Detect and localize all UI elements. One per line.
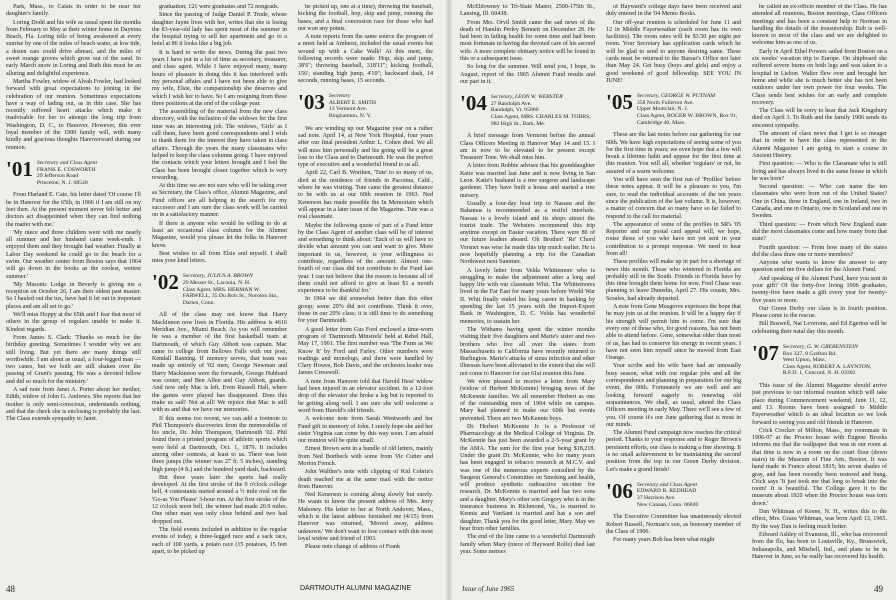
paragraph: A note reports from the same source the program of a meet held at Amherst, included the usual events but wound up with a Cake Walk! At this meet, the following records were made: Hop, skip and jump, 38'6"; throwing baseball, 318'11"; kicking football, 156'; standing high jump, 4'10"; backward dash, 14 seconds, running bases, 15 seconds. xyxy=(298,34,433,84)
paragraph: A brief message from Vermont before the annual Class Officers Meeting in Hanover May 14 and 15. I am in now to be elevated to be present except Treasurer Tone. We shall miss him. xyxy=(460,133,595,162)
officer-address: Princeton, N. J. 08540 xyxy=(36,179,88,186)
paragraph: A note from Hanover told that Harold Hess' widow had been injured in an elevator accident. In a 12-foot drop of the elevator she broke a leg but is reported to be getting along well. I am sure she will welcome a word from Harold's old friends. xyxy=(298,378,433,414)
class-year: '01 xyxy=(6,156,33,181)
column-6 xyxy=(752,4,887,578)
paragraph: Ernest Brown sent in a bundle of old letters, mainly from Ned Bortbeck with some from Vic Cutter and Morton French. xyxy=(298,446,433,467)
magazine-title: DARTMOUTH ALUMNI MAGAZINE xyxy=(300,585,412,592)
class-officer-info xyxy=(183,272,287,306)
class-officer-info xyxy=(329,92,376,119)
paragraph: At this time we are not sure who will be taking over as Secretary, the Class's office, Alumni Magazine, and Fund offices are all helping in the search for my successor and I am sure the class work will be carried on in a satisfactory manner. xyxy=(152,183,287,219)
class-officer-info xyxy=(491,93,595,127)
paragraph: The Alumni Fund campaign now reaches the critical period. Thanks to your response and to Roger Brown's persistent efforts, our class is making a fine showing. It is no small achievement to be maintaining the second position from the top in our Green Derby division. Let's make a grand finish! xyxy=(606,430,741,473)
paragraph: Ned Kenerson is coming along slowly but surely. He wants to know the present address of Mrs. Jerry Mahoney. His letter to her at North Andover, Mass., which is the latest address furnished me (4/15) from Hanover was returned, 'Moved away, address unknown.' We don't want to lose contact with this most loyal widow and friend of 1903. xyxy=(298,492,433,542)
officer-address: 37 Harrison Ave. xyxy=(636,495,676,502)
paragraph: We are winding up our Magazine year on a rather sad note. April 14, at New York Hospital, four years after our final president Arthur L. Cohen died. We all will miss him personally and his going will be a great loss to the Class and to Dartmouth. He was the perfect type of executive and a wonderful friend to us all. xyxy=(298,125,433,169)
paragraph: Our off-year reunion is scheduled for June 11 and 12 in Middle Fayerweather (each room has its own facilities). The room rates will be $3.50 per night per room. Your Secretary has application cards which he will be glad to send to anyone desiring same. These cards must be returned to the Bursar's Office not later than May 24. Get busy (boys and girls) and enjoy a good weekend of good fellowship. SEE YOU IN JUNE! xyxy=(606,19,741,84)
footer-magazine-name xyxy=(300,585,450,593)
class-header-1904 xyxy=(460,93,595,127)
paragraph: The appearance of some of the profiles in SR's '05 Reporter and our postal card appeal will, we hope, rouse those of you who have not yet sent in your contribution to a prompt response. We need to hear from all! xyxy=(606,221,741,257)
paragraph: The field events included in addition to the regular events of today, a three-legged race and a sack race, each of 100 yards, a potato race (15 potatoes, 15 feet apart, to be picked up xyxy=(152,526,287,555)
column-3 xyxy=(298,4,433,578)
officer-address: Randolph, Vt. 05060 xyxy=(490,107,539,114)
paragraph: Usually a four-day boat trip to Nassau and the Bahamas is recommended as a restful interlude. Nassau is a lovely island and its shops attract the tourist trade. The Websters recommend this trip anytime except on Easter vacation. There were 80 of our future leaders aboard. Oh Brother! 'Re' Chord Vorsnet was wise he made this trip much earlier. He is now hopefully planning a trip for the Canadian Northwest next Summer. xyxy=(460,200,595,266)
paragraph: A note from Gene Musgrove expresses the hope that he may join us at the reunion. It will be a happy day if his strength will permit him to come. I'm sure that every one of those who, for good reasons, has not been able to attend before. Gene, somewhat older than most of us, has had to conserve his energy in recent years. I have not seen him myself since he moved from East Orange. xyxy=(606,304,741,362)
paragraph: But three years later the sports had really developed. At the first stroke of the 9 o'clock college bell, 4 contestants started around a ½ mile oval on the 'Go-as You Please' 3-hour run. At the first stroke of the 12 o'clock noon bell, the winner had made 20.9 miles. One other man was only close behind and two had dropped out. xyxy=(152,474,287,525)
officer-role: Secretary and Class Agent xyxy=(636,481,698,488)
paragraph: 'My niece and three children were with me nearly all summer and her husband came week-ends. I enjoyed them and they brought bad weather. Finally at Labor Day weekend he could go to the beach for a swim. Our weather center from Boston says that 1964 will go down in the books as the coolest, wettest summer.' xyxy=(6,229,141,280)
paragraph: Maybe the following quote of part of a Fund letter by the Class Agent of another class will be of interest and something to think about: 'Each of us will have to decide what amount you can and want to give. More important to us, however, is your willingness to contribute, regardless of the amount. Almost one-fourth of our class did not contribute to the Fund last year. I can not believe that the reason is because all of them could not afford to give at least $1 a month experience to be thankful for.' xyxy=(298,222,433,295)
officer-name: FRANK E. COSWORTH xyxy=(36,166,96,173)
paragraph: A letter from Robbie advises that his granddaughter Katie was married last June and is now living in San Leon. Katie's husband is a tree surgeon and landscape gardener. They have built a house and started a tree nursery. xyxy=(460,163,595,199)
officer-address: Class Agent, MRS. CHARLES M. TOBBS, 982 High St., Bath, Me. xyxy=(490,114,591,127)
class-header-1901 xyxy=(6,156,141,186)
paragraph: The amount of class news that I get is so meager that in order to have the class represented in the Alumni Magazine I am going to start a course in Ancient History. xyxy=(752,131,887,159)
paragraph: These profiles will make up in part for a shortage of news this month. Those who wintered in Florida are probably still in the South. Friends in Florida have by this time brought them home for now. Fred Chase was planning to leave Dunedin, April 27. His cousin, Mrs. Sceales, had already departed. xyxy=(606,259,741,302)
paragraph: Third question: — From which New England state did the most classmates come and how many from that state? xyxy=(752,221,887,243)
paragraph: Bill Boswell, Nat Leverone, and Ed Egerton will be celebrating their natal day this month. xyxy=(752,321,887,335)
footer-issue xyxy=(462,585,612,593)
officer-address: Class Agent, MRS. HERMAN W. FARWELL, 35 Du Bois St., Noroton Sta., Darien, Conn. xyxy=(182,286,279,306)
officer-address: New Canaan, Conn. 06840 xyxy=(636,501,699,508)
paragraph: Martha Fowler, widow of Alvah Fowler, had looked forward with great expectations to joining in the celebration of our reunion. Sometimes expectations have a way of fading out, as in this case. She has recently suffered heart attacks which make it inadvisable for her to attempt the long trip from Washington, D. C., to Hanover. However, this ever loyal member of the 1900 family will, with many kindly and gracious thoughts Hanoverward during our reunion. xyxy=(6,78,141,151)
paragraph: April 22, Carl B. Worthen, 'Tute' to so many of us, died at the residence of friends in Pacoima, Calif., where he was visiting. Tute came the greatest distance to be with us at our 60th reunion in 1963. Ned Kenerson has made possible the In Memoriam which will appear in a later issue of the Magazine. Tute was a real classmate. xyxy=(298,170,433,221)
paragraph: The assembling of the material from the new class directory, with the inclusion of the widows for the first time was an interesting job. The widows, 'Girls' as I call them, have been good correspondents and I wish to thank them for the interest they have taken in class affairs. Through the years the many classmates who helped to keep the class columns going. I have enjoyed the contacts which your letters brought and I feel the Class has been brought closer together which is very rewarding. xyxy=(152,109,287,181)
paragraph: From Harland E. Cate, his letter dated 'Of course I'll be in Hanover for the 65th, in 1966 if I am still on my feet then. At the present moment never felt better and doctors act disappointed when they can find nothing the matter with me.' xyxy=(6,192,141,228)
class-officer-info xyxy=(783,343,887,377)
paragraph: We were pleased to receive a letter from Mary (widow of Herbert McKennie) bringing news of the McKennie families. We all remember Herbert as one of the outstanding men of 1904 while on campus. Mary had planned to make our 60th but events prevented. There are two McKennie boys. xyxy=(460,379,595,422)
page-gutter xyxy=(446,0,452,600)
footer-page-number-right xyxy=(874,585,883,595)
paragraph: Crick Crocker of Milton, Mass., my roommate in 1906-07 at the Proctor house with Eugene Brooks informs me that the wallpaper that was in our room at that time is now in a room on the court floor (down stairs) in the Museum of Fine Arts, Boston. It was hand made in France about 1815; his seven shades of gray, and has been recently been restored and hung. Crick says 'It just took me that long to break into the room! It is beautiful. The College gave it to the museum about 1920 when the Proctor house was torn down.' xyxy=(752,427,887,507)
paragraph: The Withams having spent the winter months visiting their five daughters and Marie's sister and two brothers who live all over the states from Massachusetts to California have recently returned to Burlington. Marie's attacks of sinus infection and other illnesses have been alleviated to the extent that she will not come to Hanover for our 61st reunion this June. xyxy=(460,326,595,377)
paragraph: Edward Ashley of Evanston, Ill., who has recovered from the flu, has been to Louisville, Ky., Brunswick, Indianapolis, and Mitchell, Ind., and plans to be in Hanover in June, so he really has recovered his health. xyxy=(752,531,887,560)
class-year: '03 xyxy=(298,90,325,115)
officer-address: Class Agent, ROGER W. BROWN, Box 91, Cambridge 40, Mass. xyxy=(636,113,738,126)
paragraph: A lovely letter from Velda Whittemore who is struggling to make the adjustment after a long and happy life with our classmate Whit. The Whittemores lived in the Far East for many years before World War II. Whit finally ended his long career in banking by spending the last 15 years with the Import-Export Bank in Washington, D. C. Velda has wonderful memories, to sustain her. xyxy=(460,267,595,325)
paragraph: McEldowney to Tri-State Manor, 2500-175th St., Lansing, Ill. 60438. xyxy=(460,4,595,18)
paragraph: The Executive Committee has unanimously elected Robert Russell, Norman's son, as honorary member of the Class of 1906. xyxy=(606,514,741,535)
paragraph: Early in April Ethel Powers sailed from Boston on a six weeks' vacation trip to Europe. On shipboard she suffered severe burns on both legs and was taken to a hospital in Lisbon. Walter flew over and brought her home and while she is much better she has not been outdoors under her own power for four weeks. The Class sends best wishes for an early and complete recovery. xyxy=(752,48,887,106)
class-officer-info xyxy=(637,92,741,126)
officer-address: 27 Randolph Ave. xyxy=(490,100,532,107)
officer-address: 29 Jefferson Road xyxy=(36,173,79,180)
officer-address: 29 Messer St., Laconia, N. H. xyxy=(182,279,251,286)
paragraph: Dan Whitman of Keene, N. H., writes this to the effect, Mrs. Grace Whitman, was born April 13, 1965. By the way Dan is feeling much better. xyxy=(752,509,887,530)
paragraph: Park, Mass., to Calais in order to be near her daughter's family. xyxy=(6,4,141,18)
class-header-1902 xyxy=(152,272,287,306)
paragraph: If this seems too recent, we can add a footnote to Phil Thompson's discoveries from the memorabilia of his uncle, Dr. John Thompson, Dartmouth '02. Phil found there a printed program of athletic sports which were held at Dartmouth, Oct. 1, 1879. It includes among other contests, at least to us. There was best three jumps (the winner was 27 ft. 5 inches), standing high jump (4 ft.) and the hundred yard dash, backward. xyxy=(152,415,287,473)
paragraph: The Class will be sorry to hear that Jack Kingsbury died on April 3. To Ruth and the family 1906 sends its sincerest sympathy. xyxy=(752,108,887,129)
column-1 xyxy=(6,4,141,578)
paragraph: Your scribe and his wife have had an unusually busy season, what with our regular jobs and all the correspondence and planning in preparation for our big event, the 60th. Fortunately we are well and are looking forward eagerly to renewing old acquaintances. We shall, as usual, attend the Class Officers meeting in early May. There we'll see a few of you. Of course it's our June gathering that is most in our minds. xyxy=(606,363,741,428)
paragraph: be picked up, one at a time), throwing the baseball, kicking the football, hop, skip and jump, running the bases, and a final concession race for those who had not won any points. xyxy=(298,4,433,32)
officer-role: Secretary, GEORGE W. PUTNAM xyxy=(636,93,715,100)
class-header-1907 xyxy=(752,343,887,377)
footer-page-number-left xyxy=(6,585,15,595)
officer-role: Secretary and Class Agent xyxy=(36,159,98,166)
paragraph: From James S. Clark: 'Thanks so much for the birthday greeting. Sometimes I wonder why we are still living. But yet there are many things still worthwhile. I am about as usual, a four-legged man — two canes, but we both are still shaken over the passing of Grant's passing. He was a devoted fellow and did so much for the ministry.' xyxy=(6,334,141,385)
paragraph: Fourth question: — From how many of the states did the class draw one or more members? xyxy=(752,244,887,258)
page-number: 49 xyxy=(874,584,883,594)
paragraph: It is hard to write the news. During the past two years I have put in a lot of time as secretary, treasurer, and class agent. While I have enjoyed many, many hours of pleasure in doing this it has interfered with my personal affairs and I have not been able to give my wife, Elsie, the companionship she deserves and which I wish her to have. So I am resigning from these three positions at the end of the college year. xyxy=(152,49,287,107)
paragraph: The end of the line came to a wonderful Dartmouth family when Mary (niece of Hayward Rolfe) died last year. Some memes xyxy=(460,534,595,555)
paragraph: In 1964 we did somewhat better than this other group; some 20% did not contribute. Think it over, those in our 20% class; it is still time to do something for your Dartmouth. xyxy=(298,296,433,325)
officer-name: EDWARD B. REDHEAD xyxy=(636,488,697,495)
officer-name: ALBERT E. SMITH xyxy=(328,99,376,106)
officer-address: Upper Montclair, N. J. xyxy=(636,106,689,113)
paragraph: Since the passing of Judge Daniel P. Trude, whose daughter Jayne lives with her, writes that she is losing the 83-year-old lady has spent most of the summer in the hospital trying to sell her apartment and go to a hotel at 86 it looks like a big job. xyxy=(152,12,287,48)
column-4 xyxy=(460,4,595,578)
officer-role: Secretary, JULIUS A. BROWN xyxy=(182,273,253,280)
paragraph: John Walther's note with clipping of Kid Cobrin's death reached me at the same mail with the notice from Hanover. xyxy=(298,469,433,490)
class-year: '04 xyxy=(460,91,487,116)
paragraph: Second question: — Who can name the ten classmates who were born out of the United States? One in China, three in England, one in Ireland, two in Canada, and one in Ontario, one in Scotland and one in Sweden. xyxy=(752,184,887,220)
paragraph: We'll miss Hoppy at the 65th and I fear that most of others in the group of regulars unable to make it. Kindest regards. xyxy=(6,312,141,333)
paragraph: All of the class may not know that Harry Mackinnon now lives in Florida. His address is 4616 Meridian Ave., Miami Beach. As you will remember he was a member of the first basketball team at Dartmouth, of which Guy Abbott was captain. Mac came to college from Bellows Falls with our poet, Kendall Banning. If memory serves, that team was made up entirely of '02 men, George Newman and Harry Mackinnon were the forwards, George Hubbard was center, and Ben Allen and Guy Abbott, guards. And now only Mac is left. Even Russell Hall, where the games were played has disappeared. Does this make us sad? Not at all! We rejoice that Mac is still with us and that we have our memories. xyxy=(152,312,287,414)
paragraph: For many years Bob has been what might xyxy=(613,537,715,544)
class-header-1903 xyxy=(298,92,433,119)
paragraph: graduation; 121 were graduates and 72 nongrads. xyxy=(159,4,279,10)
class-year: '02 xyxy=(152,270,179,295)
paragraph: From Mrs. Orvil Smith came the sad news of the death of Hamlin Perley Bennett on December 28. He had been in failing health for some time and had been most fortunate in having the devoted care of his second wife. A more complete obituary notice will be found in this or a subsequent issue. xyxy=(460,19,595,63)
paragraph: Anyone who wants to know the answer to any question send me five dollars for the Alumni Fund. xyxy=(752,260,887,274)
paragraph: If there is anyone who would be willing to do at least an occasional class column for the Alumni Magazine, would you please let the folks in Hanover know. xyxy=(152,220,287,249)
paragraph: First question: — Who is the Classmate who is still living and has always lived in the same house in which he was born? xyxy=(752,161,887,182)
paragraph: This issue of the Alumni Magazine should arrive just previous to our informal reunion which will take place during Commencement weekend, June 11, 12, and 13. Rooms have been assigned to Middle Fayerweather which is an ideal location so we look forward to seeing you and old friends in Hanover. xyxy=(752,383,887,426)
paragraph: So long for the summer. Will send you, I hope, in August, report of the 1965 Alumni Fund results and our part in it. xyxy=(460,64,595,85)
officer-role: Secretary, G. W. GREBENSTEIN xyxy=(782,344,858,351)
paragraph: be called an ex-officio member of the Class. He has attended all reunions, Boston meetings, Class Officers meetings and has been a constant help to Norman in handling the details of the treasurership. Bob is well-known to most of the class and we are delighted to welcome him as one of us. xyxy=(752,4,887,47)
class-header-1905 xyxy=(606,92,741,126)
class-year: '05 xyxy=(606,90,633,115)
officer-address: 358 North Fullerton Ave. xyxy=(636,99,694,106)
column-2 xyxy=(152,4,287,578)
paragraph: 'My Masonic Lodge in Beverly is giving me a reception on October 26, I am their oldest past master. So I hauled out the tux, have had it let out in important places and am all set to go.' xyxy=(6,281,141,310)
officer-address: Binghamton, N. Y. xyxy=(328,113,372,120)
officer-address: 13 Vermont Ave. xyxy=(328,106,368,113)
paragraph: Please note change of address of Frank xyxy=(305,544,401,551)
paragraph: A sad note from Janet A. Porter about her mother, Edith, widow of John G. Andrews. She reports that her mother is only semi-conscious, understands nothing, and that the check she is enclosing is probably the last. The Class extends sympathy to Janet. xyxy=(6,387,141,423)
paragraph: You will have seen the first run of 'Profiles' before these notes appear. It will be a pleasure to you, I'm sure, to read the individual accounts of the ten years since the publication of the last volume. It is, however, a matter of concern that so many have so far failed to respond to the call for material. xyxy=(606,177,741,220)
officer-address: Class Agent, ROBERT A. LAYNTON, R.F.D. 1, Concord, N. H. 03302 xyxy=(782,363,872,377)
paragraph: These are the last notes before our gathering for our 60th. We have high expectations of seeing some of you for the first time in years; we even hope that a few will break a lifetime habit and appear for the first time at this reunion. You will all, whether 'regulars' or not, be assured of a warm welcome. xyxy=(606,132,741,175)
page-number: 48 xyxy=(6,584,15,594)
paragraph: Best wishes to all from Elsie and myself. I shall miss your kind letters. xyxy=(152,250,287,265)
paragraph: And speaking of the Alumni Fund, have you sent in your gift? Of the forty-five living 1906 graduates, twenty-five have made a gift every year for twenty-five years or more. xyxy=(752,275,887,304)
officer-address: West Upton, Mass. xyxy=(782,357,826,364)
paragraph: Loring Dodd and his wife as usual spent the months from February to May at their winter home in Daytona Beach, Fla. Loring tells of being awakened at every sunrise by one of the miles of beach water, at low tide, a dozen cars could drive abreast, and the miles of sweet orange groves which grow out of the sand. In early March snow in Loring and Ruth this must be an alluring and delightful experience. xyxy=(6,19,141,77)
officer-role: Secretary, LEON W. WEBSTER xyxy=(490,94,563,101)
column-5 xyxy=(606,4,741,578)
officer-role: Secretary xyxy=(328,93,351,100)
class-year: '07 xyxy=(752,341,779,366)
officer-address: Box 327, 8 Grafton Rd. xyxy=(782,350,837,357)
paragraph: A good letter from Gus Ford enclosed a time-worn program of 'Dartmouth Minstrels' held at Rebel Hall, May 17, 1901. The first number was 'The Farm as We Know It' by Ford and Farley. Other numbers were readings and monologs, and there were handled by Clary Howes, Bob Davis, and the orchestra leader was James Cresswell. xyxy=(298,326,433,377)
paragraph: A welcome note from Sarah Wentworth and her Fund gift in memory of John. I surely hope she and her sister Virginia can come by this way soon. I am afraid our reunion will be quite small. xyxy=(298,416,433,445)
class-year: '06 xyxy=(606,478,633,503)
class-officer-info xyxy=(37,159,97,186)
class-header-1906 xyxy=(606,478,741,508)
paragraph: Our Green Derby our class is in fourth position. Please come to the rescue. xyxy=(752,305,887,320)
class-officer-info xyxy=(637,481,698,508)
paragraph: of Hayward's college days have been received and duly entered in the '04 Memo Books. xyxy=(606,4,741,18)
paragraph: Dr. Herbert McKennie Jr. is a Professor of Pharmacology at the Medical College of Virginia. Dr. McKennie has just been awarded a 2-5-year grant by the AMA. The sum for the first year being $18,218. Under the grant Dr. McKennie, who for many years has been engaged in tobacco research at M.C.V. and was one of the numerous experts consulted by the Surgeon General's Committee on Smoking and health, will produce synthetic radioactive nicotine for research. Dr. McKennie is married and has two sons and a daughter. Mary's other son Gregory who is in the insurance business in Richmond, Va., is married to Kennis and VanSant is married and has a son and daughter. Thank you for the good letter, Mary. May we hear from other families. xyxy=(460,423,595,532)
issue-date: Issue of June 1965 xyxy=(462,585,515,593)
